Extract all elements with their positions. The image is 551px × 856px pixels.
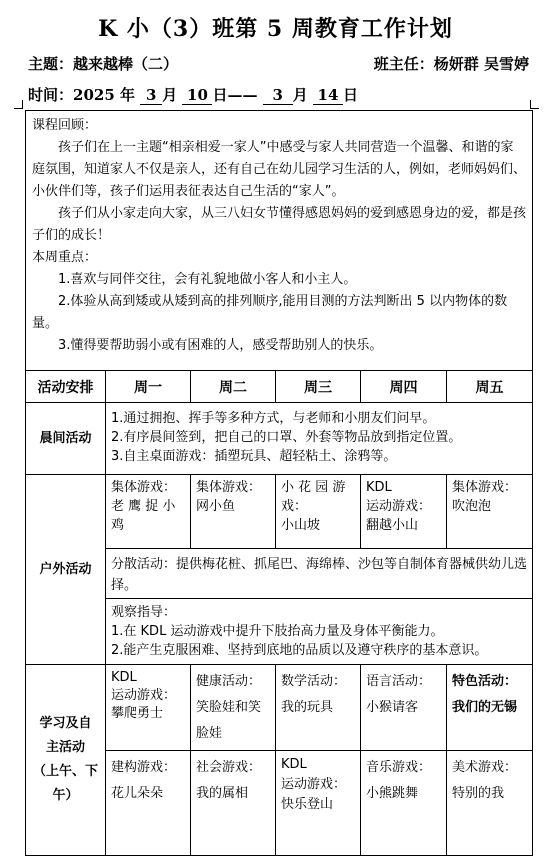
outdoor-label: 户外活动 <box>26 475 106 665</box>
cell-line: 建构游戏： <box>111 760 177 775</box>
study-friday-am <box>447 665 532 751</box>
cell-line: 社会游戏： <box>196 760 262 775</box>
month-char-2: 月 <box>292 86 308 104</box>
cell-line: 运动游戏： <box>366 499 432 514</box>
outdoor-friday <box>447 475 532 549</box>
cell-line: 网小鱼 <box>196 499 236 514</box>
header-monday: 周一 <box>106 371 191 403</box>
course-review <box>26 111 532 370</box>
end-month: 3 <box>263 86 293 105</box>
study-label-line: 主活动 <box>45 740 85 755</box>
focus-item-1: 1.喜欢与同伴交往，会有礼貌地做小客人和小主人。 <box>58 272 357 287</box>
outdoor-thursday <box>361 475 447 549</box>
header-tuesday: 周二 <box>191 371 276 403</box>
cell-line: 集体游戏： <box>111 480 177 495</box>
cell-line: KDL <box>111 670 137 685</box>
time-year: 2025 年 <box>73 86 135 104</box>
study-monday-pm <box>106 751 191 855</box>
focus-item-3: 3.懂得要帮助弱小或有困难的人，感受帮助别人的快乐。 <box>58 338 383 353</box>
theme-line <box>28 53 529 74</box>
header-thursday: 周四 <box>361 371 447 403</box>
observation-item-2: 2.能产生克服困难、坚持到底地的品质以及遵守秩序的基本意识。 <box>111 643 488 658</box>
review-paragraph-1: 孩子们在上一主题“相亲相爱一家人”中感受与家人共同营造一个温馨、和谐的家庭氛围，知道家人不仅是亲人，还有自己在幼儿园学习生活的人，例如，老师妈妈们、小伙伴们等，孩子们运用表征表达自己生活的“家人”。 <box>32 140 527 199</box>
cell-line: 老 鹰 捉 小 <box>111 499 176 514</box>
cell-line: 集体游戏： <box>452 480 518 495</box>
start-day: 10 <box>182 86 212 105</box>
cell-line: 花儿朵朵 <box>111 786 164 801</box>
cell-line: 吹泡泡 <box>452 499 492 514</box>
cell-line: 数学活动： <box>281 674 347 689</box>
morning-item-3: 3.自主桌面游戏：插塑玩具、超轻粘土、涂鸦等。 <box>111 449 397 464</box>
cell-line: 攀爬勇士 <box>111 706 164 721</box>
cell-line: 我的属相 <box>196 786 249 801</box>
review-paragraph-2: 孩子们从小家走向大家，从三八妇女节懂得感恩妈妈的爱到感恩身边的爱，都是孩子们的成长！ <box>32 206 527 243</box>
study-tuesday-pm <box>191 751 276 855</box>
outdoor-free-activity: 分散活动：提供梅花桩、抓尾巴、海绵棒、沙包等自制体育器械供幼儿选择。 <box>106 549 532 599</box>
observation-item-1: 1.在 KDL 运动游戏中提升下肢抬高力量及身体平衡能力。 <box>111 624 444 639</box>
observation-guidance <box>106 599 532 665</box>
cell-line: KDL <box>366 480 392 495</box>
outdoor-tuesday <box>191 475 276 549</box>
page-title: K 小（3）班第 5 周教育工作计划 <box>98 16 453 42</box>
morning-label: 晨间活动 <box>26 403 106 475</box>
observation-heading: 观察指导： <box>111 605 177 620</box>
header-wednesday: 周三 <box>276 371 361 403</box>
study-wednesday-pm <box>276 751 361 855</box>
study-tuesday-am <box>191 665 276 751</box>
cell-line: 我的玩具 <box>281 700 334 715</box>
plan-table <box>25 110 533 856</box>
cell-line: 集体游戏： <box>196 480 262 495</box>
theme-value: 越来越棒（二） <box>73 55 179 73</box>
cell-line: 小山坡 <box>281 518 321 533</box>
study-label-line: 学习及自 <box>39 716 92 731</box>
crop-mark <box>14 100 23 109</box>
morning-item-2: 2.有序晨间签到，把自己的口罩、外套等物品放到指定位置。 <box>111 430 462 445</box>
morning-activities <box>106 403 532 475</box>
cell-line: 鸡 <box>111 518 125 533</box>
teachers-value: 杨妍群 吴雪婷 <box>433 55 529 73</box>
study-thursday-am <box>361 665 447 751</box>
theme-label: 主题： <box>28 55 74 73</box>
review-heading: 课程回顾： <box>32 118 98 133</box>
study-friday-pm <box>447 751 532 855</box>
cell-line: 笑脸娃和笑 <box>196 700 262 715</box>
cell-line: 健康活动： <box>196 674 262 689</box>
cell-line: 特色活动： <box>452 674 518 689</box>
time-line <box>28 84 358 105</box>
cell-line: 小 花 园 游 <box>281 480 346 495</box>
end-day: 14 <box>313 86 343 105</box>
focus-heading: 本周重点： <box>32 250 98 265</box>
morning-item-1: 1.通过拥抱、挥手等多种方式，与老师和小朋友们问早。 <box>111 411 436 426</box>
study-wednesday-am <box>276 665 361 751</box>
start-month: 3 <box>140 86 162 105</box>
cell-line: 音乐游戏： <box>366 760 432 775</box>
study-label-line: 午） <box>52 788 79 803</box>
study-label-line: （上午、下 <box>32 764 98 779</box>
study-thursday-pm <box>361 751 447 855</box>
time-label: 时间： <box>28 86 74 104</box>
cell-line: 戏： <box>281 499 308 514</box>
focus-item-2: 2.体验从高到矮或从矮到高的排列顺序,能用目测的方法判断出 5 以内物体的数量。 <box>32 294 508 331</box>
cell-line: 语言活动： <box>366 674 432 689</box>
cell-line: 我们的无锡 <box>452 700 518 715</box>
teachers <box>374 53 529 74</box>
cell-line: KDL <box>281 757 307 772</box>
day-char: 日 <box>342 86 358 104</box>
cell-line: 运动游戏： <box>111 688 177 703</box>
cell-line: 运动游戏： <box>281 777 347 792</box>
cell-line: 脸娃 <box>196 726 223 741</box>
teachers-label: 班主任： <box>373 55 434 73</box>
dash-text: 日—— <box>212 86 258 104</box>
study-monday-am <box>106 665 191 751</box>
cell-line: 特别的我 <box>452 786 505 801</box>
cell-line: 小猴请客 <box>366 700 419 715</box>
cell-line: 快乐登山 <box>281 797 334 812</box>
cell-line: 小熊跳舞 <box>366 786 419 801</box>
study-label <box>26 665 106 855</box>
cell-line: 美术游戏： <box>452 760 518 775</box>
outdoor-monday <box>106 475 191 549</box>
cell-line: 翻越小山 <box>366 518 419 533</box>
month-char: 月 <box>162 86 178 104</box>
crop-mark <box>530 100 539 109</box>
header-activity: 活动安排 <box>26 371 106 403</box>
outdoor-wednesday <box>276 475 361 549</box>
header-friday: 周五 <box>447 371 532 403</box>
